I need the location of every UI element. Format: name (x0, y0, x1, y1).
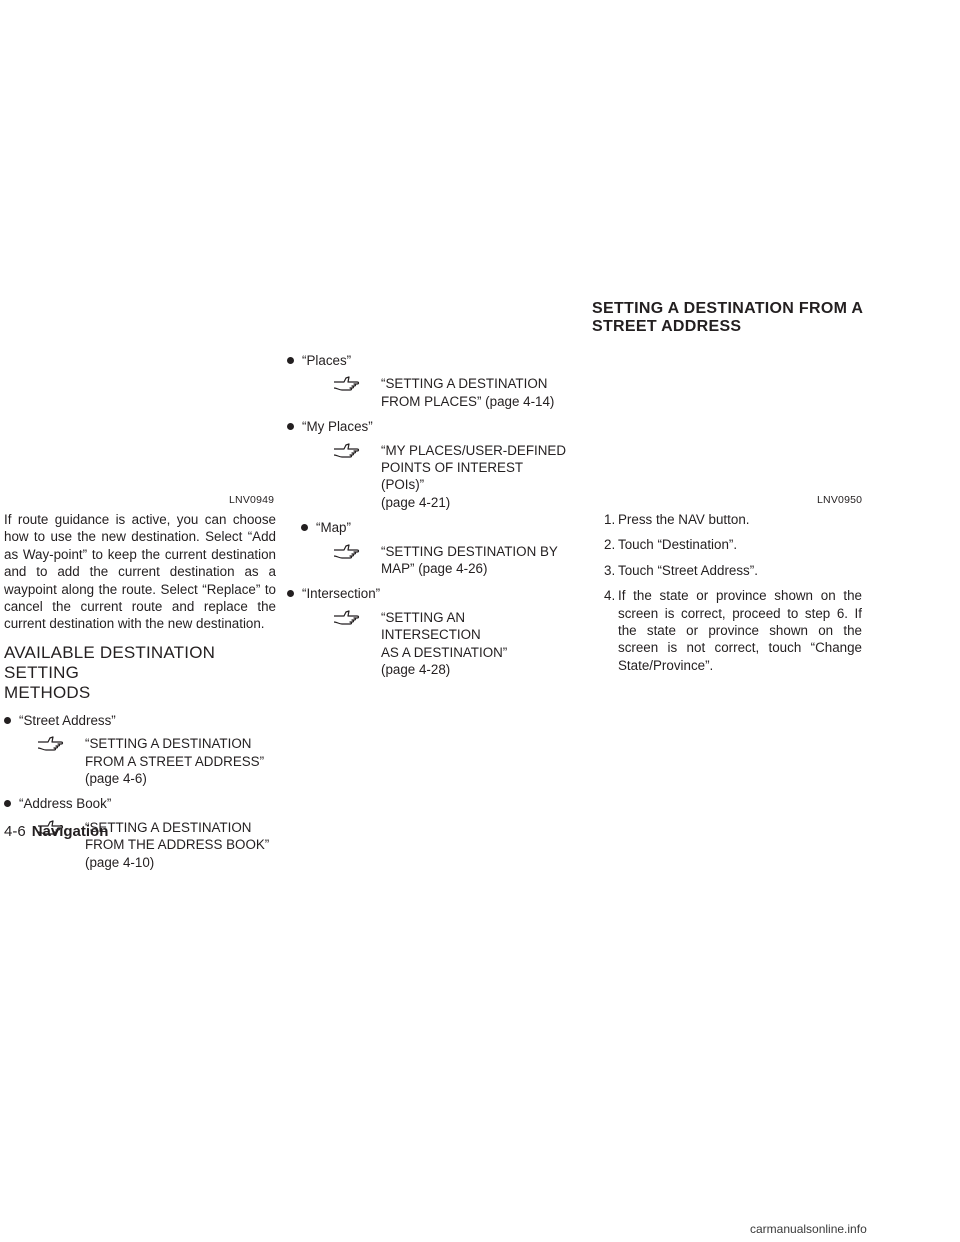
method-item-places (287, 352, 567, 369)
reference: “MY PLACES/USER-DEFINED POINTS OF INTEREST (POIs)” (page 4-21) (333, 442, 567, 512)
method-item-address-book (4, 795, 276, 812)
method-item-street-address (4, 712, 276, 729)
method-label: “My Places” (302, 419, 373, 435)
method-label: “Street Address” (19, 712, 116, 728)
section-heading: AVAILABLE DESTINATION SETTING METHODS (4, 642, 216, 702)
figure-id-right: LNV0950 (817, 494, 863, 506)
page-number: 4-6 (4, 823, 26, 840)
section-name: Navigation (31, 823, 109, 840)
method-item-intersection (287, 585, 567, 602)
method-item-my-places (287, 418, 567, 435)
bullet-icon (301, 524, 308, 531)
pointing-hand-icon (333, 442, 361, 460)
reference: “SETTING A DESTINATION FROM PLACES” (page 4-14) (333, 375, 567, 410)
bullet-icon (287, 357, 294, 364)
method-label: “Map” (316, 520, 351, 536)
step-item: 2. Touch “Destination”. (604, 537, 738, 553)
bullet-icon (4, 800, 11, 807)
pointing-hand-icon (333, 543, 361, 561)
method-item-map (301, 519, 567, 536)
bullet-icon (287, 423, 294, 430)
bullet-icon (287, 590, 294, 597)
method-label: “Places” (302, 353, 352, 368)
bullet-icon (4, 717, 11, 724)
step-item: 3. Touch “Street Address”. (604, 562, 758, 578)
reference: “SETTING DESTINATION BY MAP” (page 4-26) (333, 543, 567, 578)
reference: “SETTING A DESTINATION FROM THE ADDRESS BOOK” (page 4-10) (37, 819, 276, 871)
pointing-hand-icon (37, 735, 65, 753)
reference: “SETTING AN INTERSECTION AS A DESTINATION” (page 4-28) (333, 609, 567, 679)
page-footer (4, 823, 108, 840)
pointing-hand-icon (333, 609, 361, 627)
pointing-hand-icon (333, 375, 361, 393)
step-item: 4. If the state or province shown on the screen is correct, proceed to step 6. If the state or province shown on the screen is not correct, touch “Change State/Province”. (604, 588, 862, 673)
step-item: 1. Press the NAV button. (604, 512, 750, 527)
method-label: “Address Book” (19, 796, 112, 812)
middle-column (287, 352, 567, 687)
watermark: carmanualsonline.info (750, 1222, 867, 1236)
steps-list (604, 511, 866, 682)
figure-id-left: LNV0949 (229, 494, 275, 506)
reference: “SETTING A DESTINATION FROM A STREET ADDRESS” (page 4-6) (37, 735, 276, 787)
intro-paragraph: If route guidance is active, you can choose how to use the new destination. Select “Add as Way-point” to keep the current destination and to add the current destination as a waypoint along the route. Select “Replace” to cancel the current route and replace the current destination with the new destination. (4, 512, 276, 632)
right-section-heading: SETTING A DESTINATION FROM A STREET ADDRESS (592, 300, 864, 335)
method-label: “Intersection” (302, 586, 381, 602)
